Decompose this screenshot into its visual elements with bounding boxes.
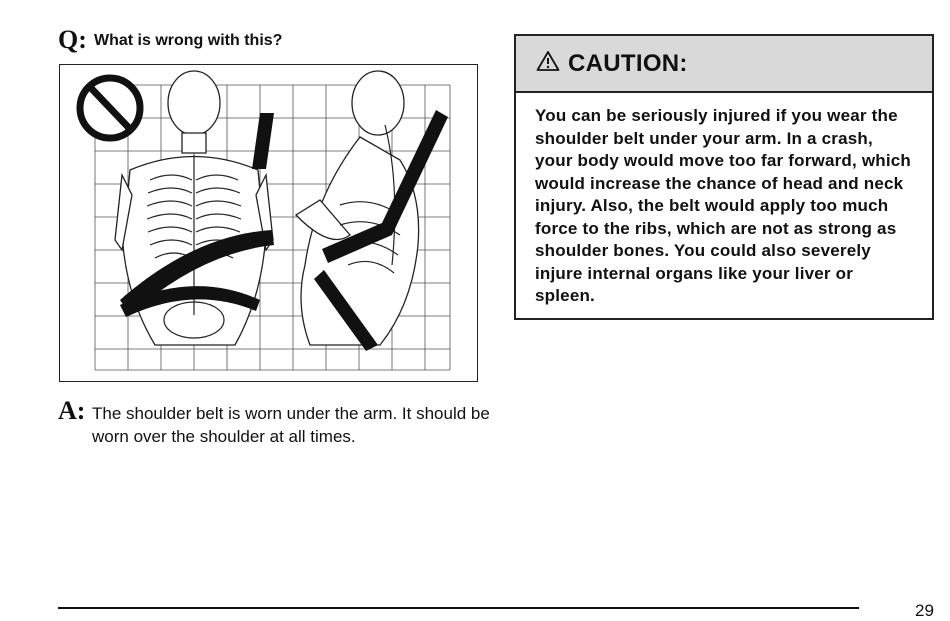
footer-rule <box>58 607 859 609</box>
caution-body: You can be seriously injured if you wear the shoulder belt under your arm. In a crash, your body would move too far forward, which would increase the chance of head and neck injury. Also, the belt would apply too much force to the ribs, which are not as strong as shoulder bones. You could also severely injure internal organs like your liver or spleen. <box>535 106 912 305</box>
caution-header <box>516 36 932 93</box>
question-text: What is wrong with this? <box>94 32 283 49</box>
caution-title: CAUTION: <box>568 49 688 77</box>
answer-text: The shoulder belt is worn under the arm. It should be worn over the shoulder at all times. <box>92 404 490 446</box>
caution-box <box>514 34 934 320</box>
page-number: 29 <box>915 601 934 620</box>
answer-letter: A: <box>58 396 86 425</box>
illustration-figure <box>59 64 478 382</box>
no-symbol-icon <box>80 78 140 138</box>
question-letter: Q: <box>58 25 87 54</box>
warning-triangle-icon <box>536 50 560 77</box>
skeleton-seatbelt-illustration <box>60 65 479 383</box>
